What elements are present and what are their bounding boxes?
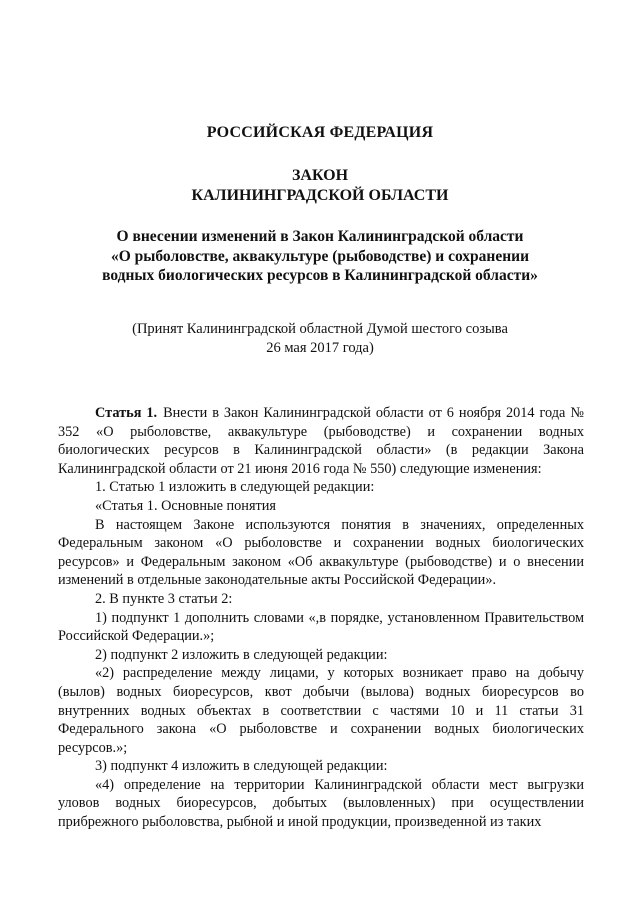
law-heading [40,166,600,206]
law-title-line-1: О внесении изменений в Закон Калининградской области [116,228,524,245]
paragraph: 1) подпункт 1 дополнить словами «,в порядке, установленном Правительством Российской Федерации.»; [58,609,584,645]
federation-heading: РОССИЙСКАЯ ФЕДЕРАЦИЯ [206,124,434,141]
paragraph: 3) подпункт 4 изложить в следующей редакции: [95,758,388,775]
article-1-paragraph [58,404,584,478]
paragraph: «2) распределение между лицами, у которых возникает право на добычу (вылов) водных биоресурсов, квот добычи (вылова) водных биоресурсов во внутренних водных объектах в соответствии с частями 10 и 11 статьи 31 Федерального закона «О рыболовстве и сохранении водных биологических ресурсов.»; [58,665,584,756]
paragraph: 1. Статью 1 изложить в следующей редакции: [95,479,375,496]
paragraph: 2. В пункте 3 статьи 2: [95,590,233,607]
article-label: Статья 1. [95,405,158,421]
law-label: ЗАКОН [291,167,349,184]
adoption-note-line-2: 26 мая 2017 года) [266,340,374,356]
law-title-line-3: водных биологических ресурсов в Калининградской области» [102,267,538,284]
region-label: КАЛИНИНГРАДСКОЙ ОБЛАСТИ [191,187,449,204]
law-title [40,227,600,286]
law-body [58,404,584,832]
adoption-note [40,320,600,358]
paragraph: В настоящем Законе используются понятия в значениях, определенных Федеральным законом «О рыболовстве и сохранении водных биологических ресурсов» и Федеральным законом «Об аквакультуре (рыбоводстве) и о внесении изменений в отдельные законодательные акты Российской Федерации». [58,516,584,589]
article-text: Внести в Закон Калининградской области от 6 ноября 2014 года № 352 «О рыболовстве, аквакультуре (рыбоводстве) и сохранении водных биологических ресурсов в Калининградской области» (в редакции Закона Калининградской области от 21 июня 2016 года № 550) следующие изменения: [58,405,584,477]
paragraph: 2) подпункт 2 изложить в следующей редакции: [95,646,388,663]
paragraph: «Статья 1. Основные понятия [95,497,277,514]
law-title-line-2: «О рыболовстве, аквакультуре (рыбоводстве) и сохранении [110,247,530,265]
adoption-note-line-1: (Принят Калининградской областной Думой шестого созыва [132,321,508,337]
paragraph: «4) определение на территории Калининградской области мест выгрузки уловов водных биоресурсов, добытых (выловленных) при осуществлении прибрежного рыболовства, рыбной и иной продукции, произведенной из таких [58,776,584,831]
